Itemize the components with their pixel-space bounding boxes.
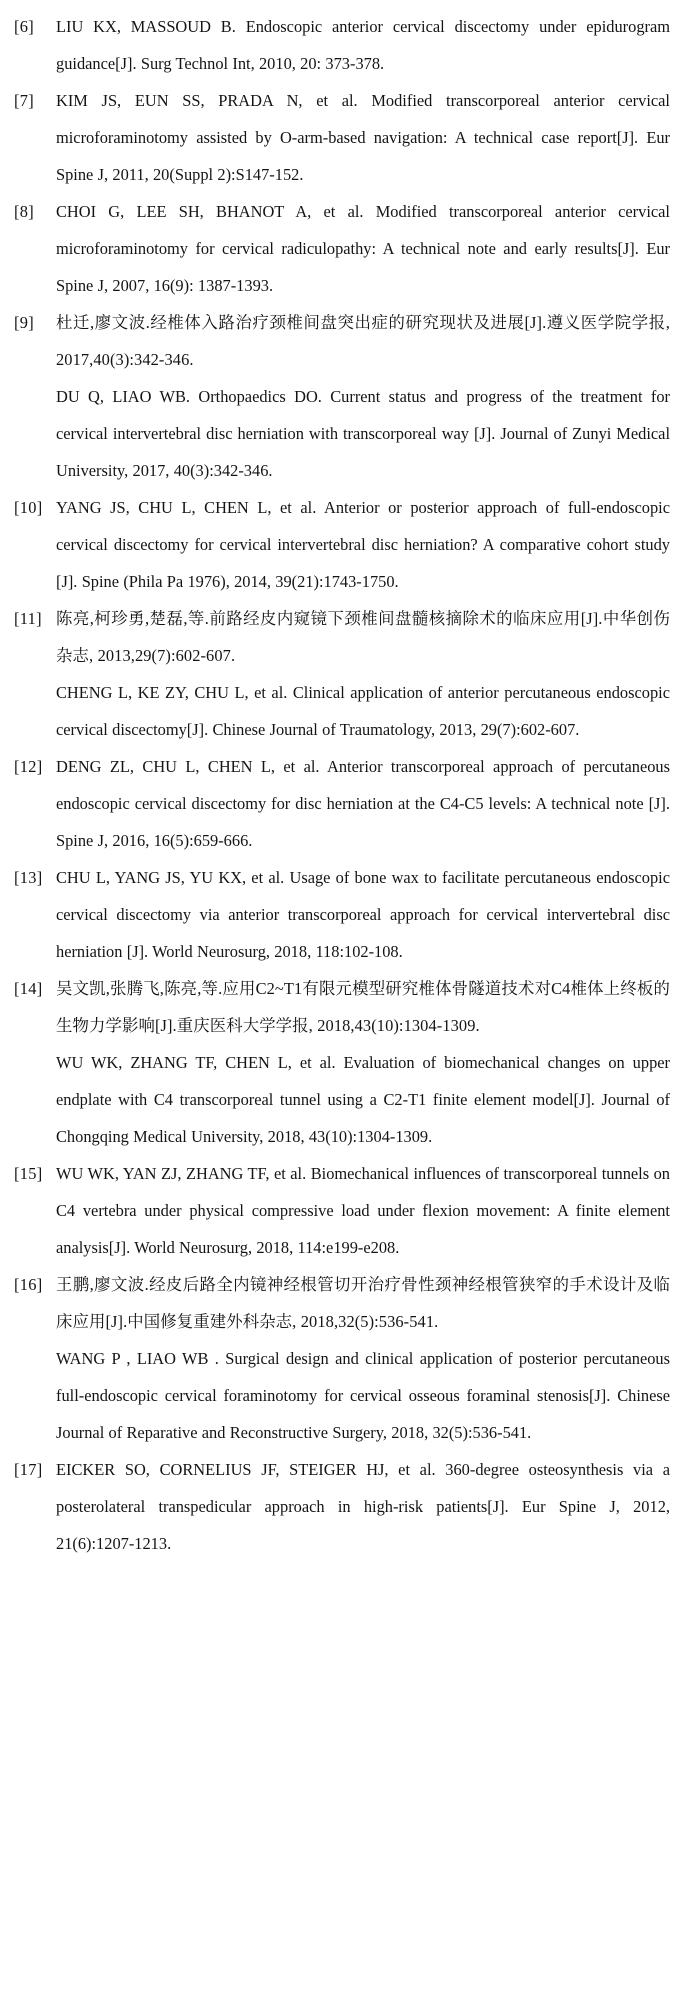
reference-text-en: WANG P , LIAO WB . Surgical design and clinical application of posterior percutaneous full-endoscopic cervical foraminotomy for cervical osseous foraminal stenosis[J]. Chinese Journal of Reparative and Reconstructive Surgery, 2018, 32(5):536-541. [56, 1349, 670, 1442]
reference-entry [14, 82, 670, 193]
reference-body [56, 600, 670, 748]
reference-body [56, 304, 670, 489]
reference-number: [9] [14, 313, 35, 332]
reference-entry [14, 304, 670, 489]
reference-text-en: DENG ZL, CHU L, CHEN L, et al. Anterior transcorporeal approach of percutaneous endoscopic cervical discectomy for disc herniation at the C4-C5 levels: A technical note [J]. Spine J, 2016, 16(5):659-666. [56, 757, 670, 850]
reference-body [56, 1155, 670, 1266]
reference-text-zh: 杜迁,廖文波.经椎体入路治疗颈椎间盘突出症的研究现状及进展[J].遵义医学院学报, 2017,40(3):342-346. [56, 313, 670, 369]
reference-text-en: DU Q, LIAO WB. Orthopaedics DO. Current status and progress of the treatment for cervical intervertebral disc herniation with transcorporeal way [J]. Journal of Zunyi Medical University, 2017, 40(3):342-346. [56, 387, 670, 480]
reference-body [56, 8, 670, 82]
reference-entry [14, 748, 670, 859]
reference-entry [14, 970, 670, 1155]
reference-number: [12] [14, 757, 43, 776]
reference-text-en: CHU L, YANG JS, YU KX, et al. Usage of bone wax to facilitate percutaneous endoscopic cervical discectomy via anterior transcorporeal approach for cervical intervertebral disc herniation [J]. World Neurosurg, 2018, 118:102-108. [56, 868, 670, 961]
reference-entry [14, 600, 670, 748]
reference-number: [14] [14, 979, 43, 998]
reference-text-zh: 陈亮,柯珍勇,楚磊,等.前路经皮内窥镜下颈椎间盘髓核摘除术的临床应用[J].中华创伤杂志, 2013,29(7):602-607. [56, 609, 670, 665]
reference-number: [16] [14, 1275, 43, 1294]
reference-text-en: LIU KX, MASSOUD B. Endoscopic anterior cervical discectomy under epidurogram guidance[J]. Surg Technol Int, 2010, 20: 373-378. [56, 17, 670, 73]
reference-text-en: KIM JS, EUN SS, PRADA N, et al. Modified transcorporeal anterior cervical microforaminotomy assisted by O-arm-based navigation: A technical case report[J]. Eur Spine J, 2011, 20(Suppl 2):S147-152. [56, 91, 670, 184]
reference-body [56, 82, 670, 193]
reference-text-en: WU WK, YAN ZJ, ZHANG TF, et al. Biomechanical influences of transcorporeal tunnels on C4 vertebra under physical compressive load under flexion movement: A finite element analysis[J]. World Neurosurg, 2018, 114:e199-e208. [56, 1164, 670, 1257]
reference-text-en: CHOI G, LEE SH, BHANOT A, et al. Modified transcorporeal anterior cervical microforaminotomy for cervical radiculopathy: A technical note and early results[J]. Eur Spine J, 2007, 16(9): 1387-1393. [56, 202, 670, 295]
reference-body [56, 859, 670, 970]
reference-number: [17] [14, 1460, 43, 1479]
reference-body [56, 489, 670, 600]
reference-text-zh: 吴文凯,张腾飞,陈亮,等.应用C2~T1有限元模型研究椎体骨隧道技术对C4椎体上终板的生物力学影响[J].重庆医科大学学报, 2018,43(10):1304-1309. [56, 979, 670, 1035]
reference-number: [8] [14, 202, 35, 221]
reference-entry [14, 859, 670, 970]
reference-entry [14, 1155, 670, 1266]
reference-body [56, 193, 670, 304]
reference-number: [10] [14, 498, 43, 517]
reference-text-en: WU WK, ZHANG TF, CHEN L, et al. Evaluation of biomechanical changes on upper endplate with C4 transcorporeal tunnel using a C2-T1 finite element model[J]. Journal of Chongqing Medical University, 2018, 43(10):1304-1309. [56, 1053, 670, 1146]
reference-number: [13] [14, 868, 43, 887]
reference-text-en: YANG JS, CHU L, CHEN L, et al. Anterior or posterior approach of full-endoscopic cervical discectomy for cervical intervertebral disc herniation? A comparative cohort study [J]. Spine (Phila Pa 1976), 2014, 39(21):1743-1750. [56, 498, 670, 591]
reference-body [56, 1451, 670, 1562]
reference-number: [11] [14, 609, 42, 628]
reference-number: [6] [14, 17, 35, 36]
reference-entry [14, 1451, 670, 1562]
reference-entry [14, 8, 670, 82]
reference-entry [14, 1266, 670, 1451]
reference-number: [15] [14, 1164, 43, 1183]
reference-body [56, 1266, 670, 1451]
reference-body [56, 748, 670, 859]
reference-text-en: CHENG L, KE ZY, CHU L, et al. Clinical application of anterior percutaneous endoscopic cervical discectomy[J]. Chinese Journal of Traumatology, 2013, 29(7):602-607. [56, 683, 670, 739]
reference-text-en: EICKER SO, CORNELIUS JF, STEIGER HJ, et al. 360-degree osteosynthesis via a posterolateral transpedicular approach in high-risk patients[J]. Eur Spine J, 2012, 21(6):1207-1213. [56, 1460, 670, 1553]
reference-body [56, 970, 670, 1155]
reference-entry [14, 193, 670, 304]
reference-number: [7] [14, 91, 35, 110]
reference-entry [14, 489, 670, 600]
reference-text-zh: 王鹏,廖文波.经皮后路全内镜神经根管切开治疗骨性颈神经根管狭窄的手术设计及临床应用[J].中国修复重建外科杂志, 2018,32(5):536-541. [56, 1275, 670, 1331]
